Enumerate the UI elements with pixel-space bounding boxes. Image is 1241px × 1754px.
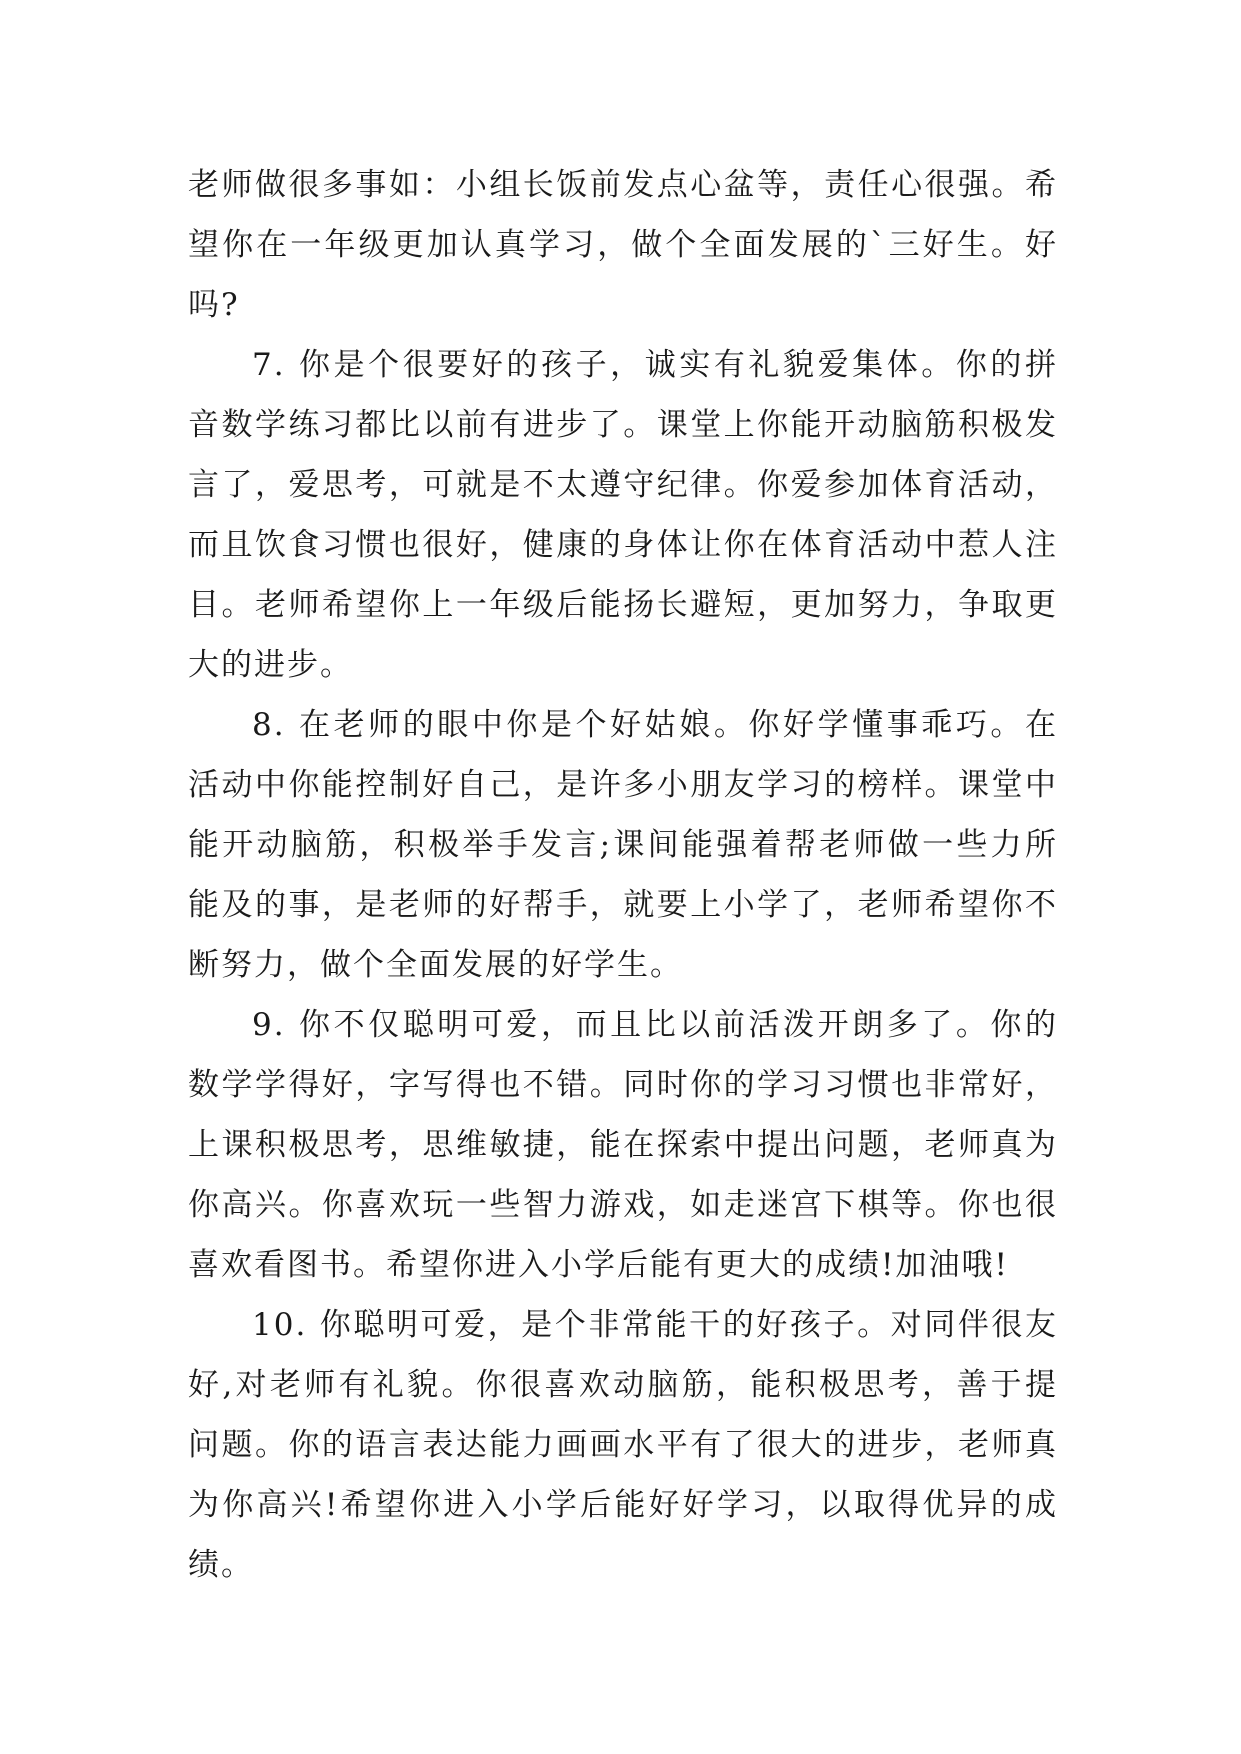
text-line: 望你在一年级更加认真学习，做个全面发展的`三好生。好 <box>188 227 1058 263</box>
text-line: 好,对老师有礼貌。你很喜欢动脑筋，能积极思考，善于提 <box>188 1367 1058 1403</box>
text-line: 言了，爱思考，可就是不太遵守纪律。你爱参加体育活动， <box>188 467 1058 503</box>
text-line: 吗? <box>188 287 240 323</box>
text-line: 绩。 <box>188 1547 254 1583</box>
text-line: 喜欢看图书。希望你进入小学后能有更大的成绩!加油哦! <box>188 1247 1009 1283</box>
text-line: 目。老师希望你上一年级后能扬长避短，更加努力，争取更 <box>188 587 1058 623</box>
paragraph <box>188 155 1058 335</box>
text-line: 8. 在老师的眼中你是个好姑娘。你好学懂事乖巧。在 <box>252 707 1058 743</box>
text-line: 10. 你聪明可爱，是个非常能干的好孩子。对同伴很友 <box>252 1307 1058 1343</box>
paragraph <box>188 1295 1058 1595</box>
text-line: 为你高兴!希望你进入小学后能好好学习，以取得优异的成 <box>188 1487 1058 1523</box>
text-line: 音数学练习都比以前有进步了。课堂上你能开动脑筋积极发 <box>188 407 1058 443</box>
text-line: 大的进步。 <box>188 647 353 683</box>
text-line: 活动中你能控制好自己，是许多小朋友学习的榜样。课堂中 <box>188 767 1058 803</box>
text-line: 而且饮食习惯也很好，健康的身体让你在体育活动中惹人注 <box>188 527 1058 563</box>
paragraph <box>188 335 1058 695</box>
text-line: 7. 你是个很要好的孩子，诚实有礼貌爱集体。你的拼 <box>252 347 1058 383</box>
text-line: 上课积极思考，思维敏捷，能在探索中提出问题，老师真为 <box>188 1127 1058 1163</box>
paragraph <box>188 695 1058 995</box>
text-line: 你高兴。你喜欢玩一些智力游戏，如走迷宫下棋等。你也很 <box>188 1187 1058 1223</box>
text-line: 问题。你的语言表达能力画画水平有了很大的进步，老师真 <box>188 1427 1058 1463</box>
text-line: 老师做很多事如：小组长饭前发点心盆等，责任心很强。希 <box>188 167 1058 203</box>
text-line: 能开动脑筋，积极举手发言;课间能强着帮老师做一些力所 <box>188 827 1058 863</box>
text-line: 数学学得好，字写得也不错。同时你的学习习惯也非常好， <box>188 1067 1058 1103</box>
text-line: 断努力，做个全面发展的好学生。 <box>188 947 683 983</box>
text-line: 9. 你不仅聪明可爱，而且比以前活泼开朗多了。你的 <box>252 1007 1058 1043</box>
document-page <box>188 155 1058 1595</box>
text-line: 能及的事，是老师的好帮手，就要上小学了，老师希望你不 <box>188 887 1058 923</box>
paragraph <box>188 995 1058 1295</box>
